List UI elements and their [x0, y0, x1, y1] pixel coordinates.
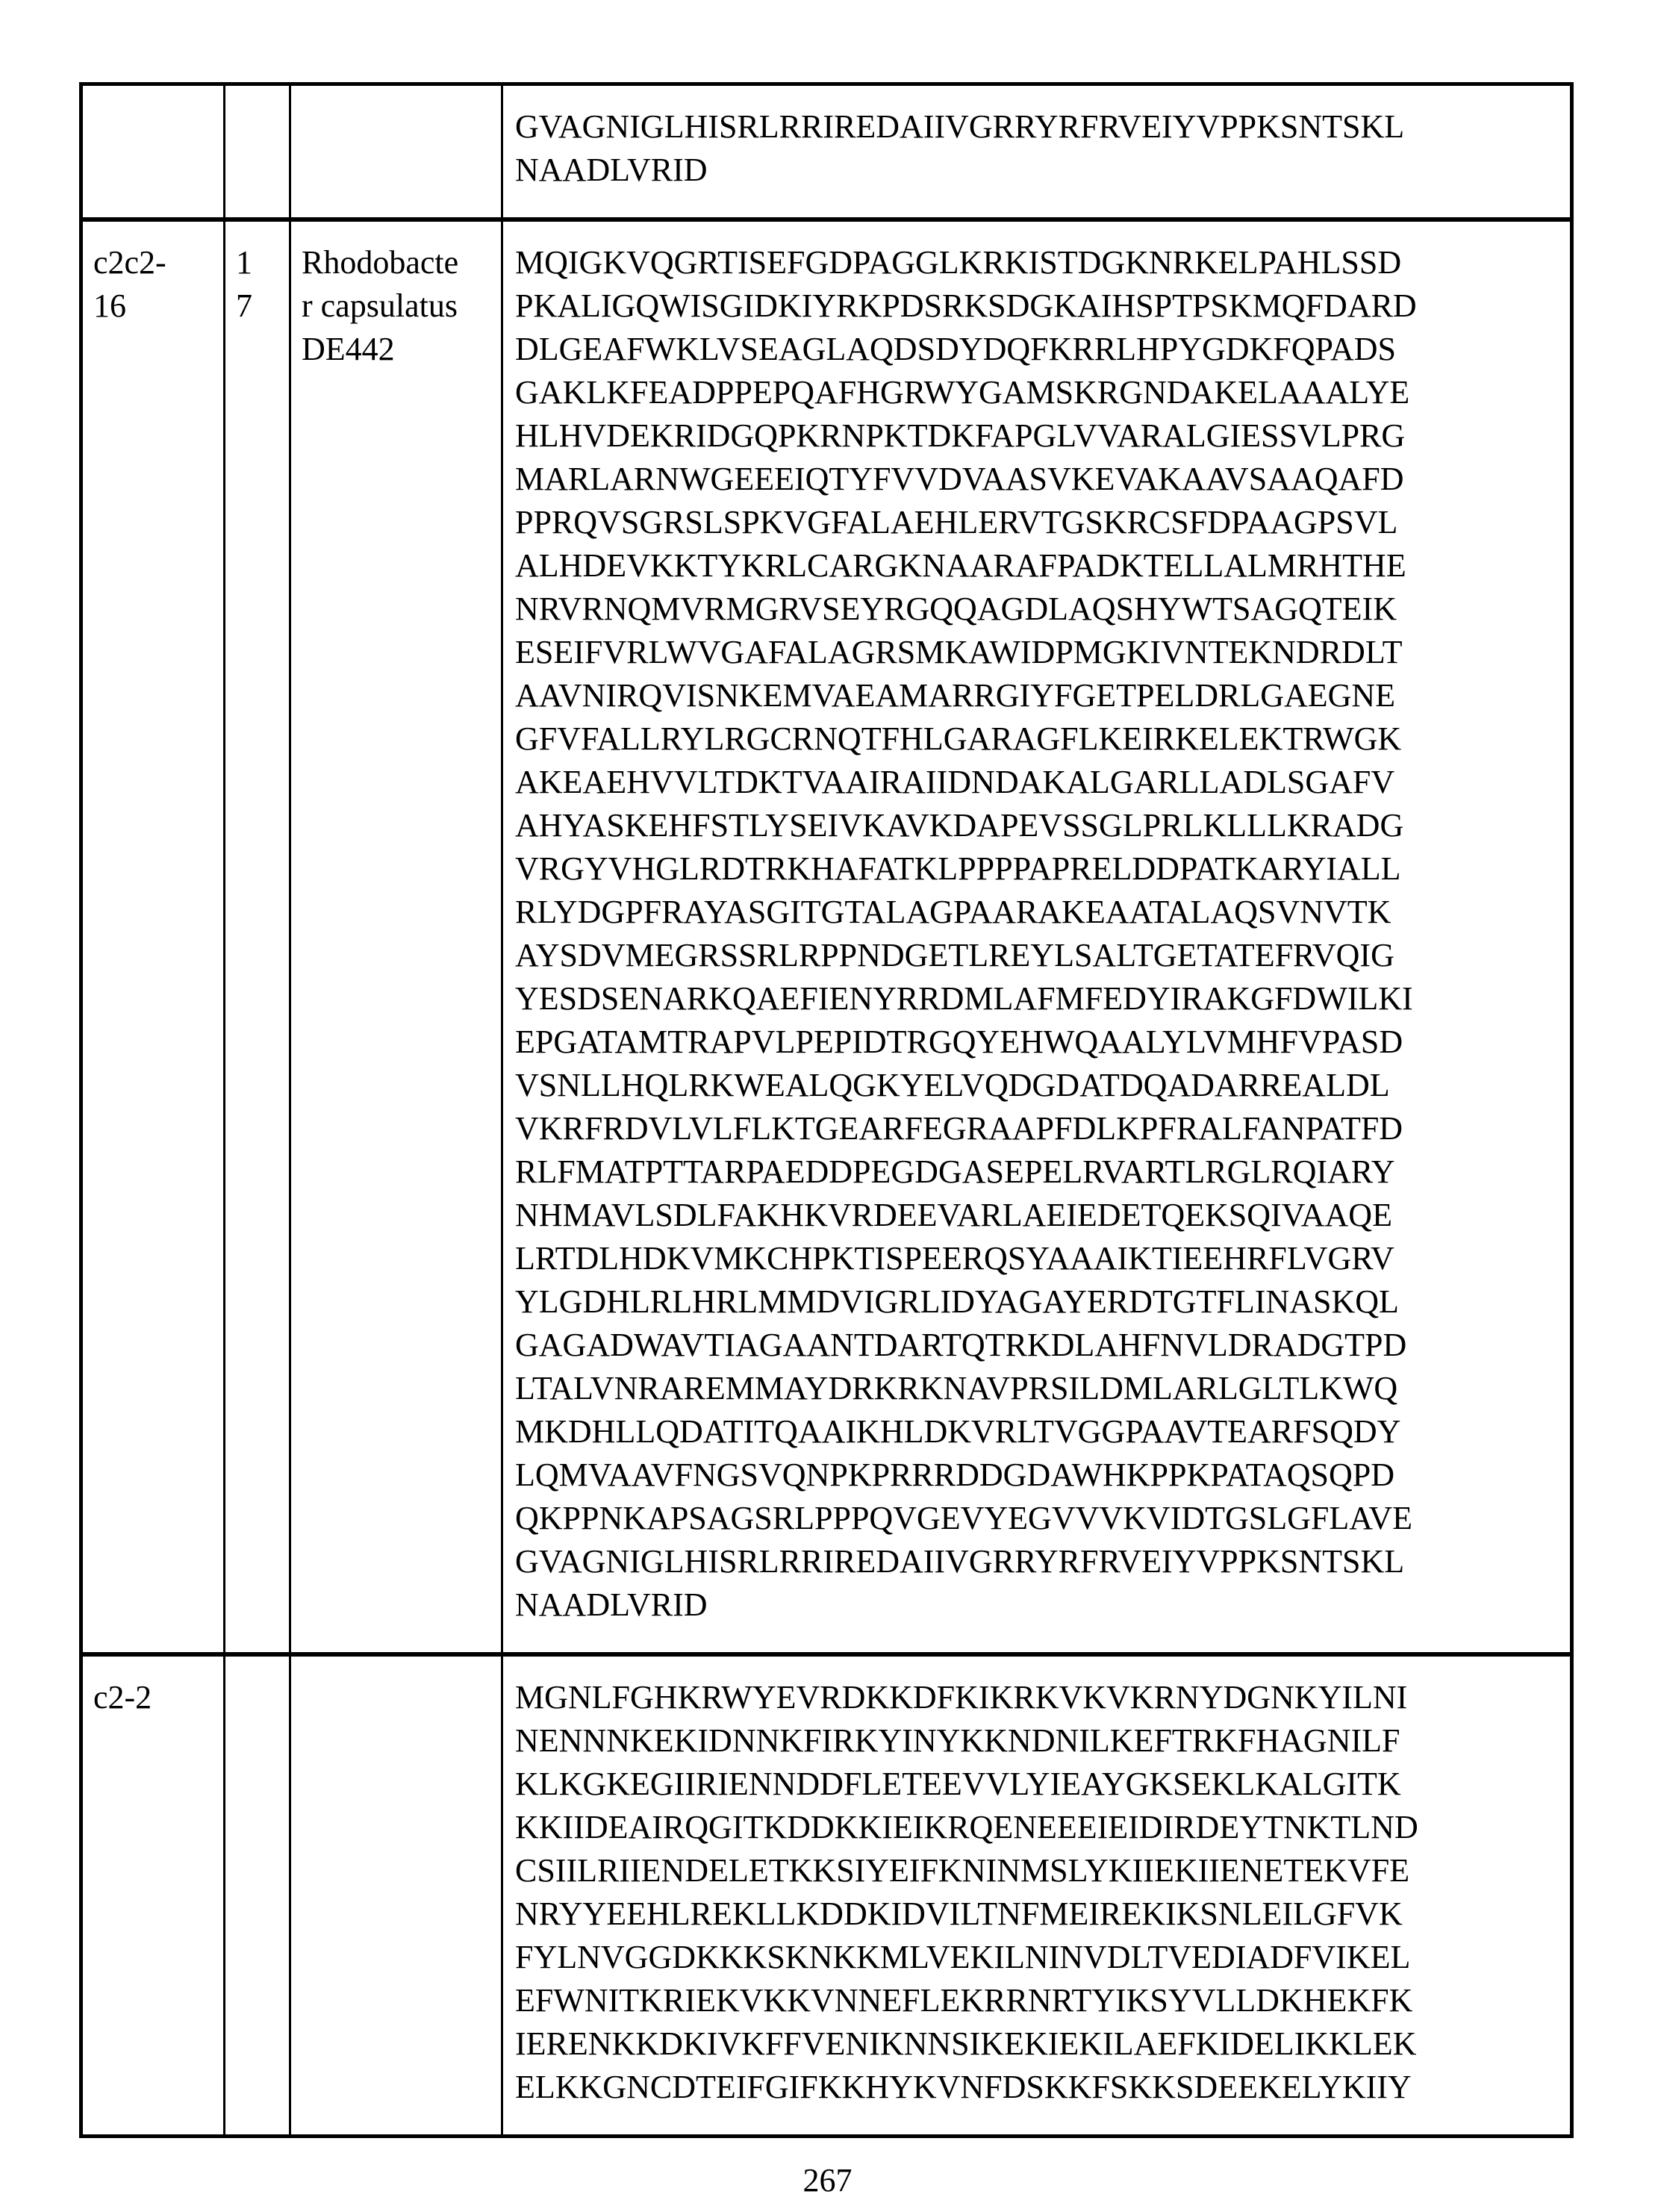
- sequence-line: RLFMATPTTARPAEDDPEGDGASEPELRVARTLRGLRQIARY: [515, 1150, 1570, 1194]
- table-row: [83, 86, 1570, 217]
- sequence-line: AYSDVMEGRSSRLRPPNDGETLREYLSALTGETATEFRVQIG: [515, 934, 1570, 977]
- sequence-line: NRVRNQMVRMGRVSEYRGQQAGDLAQSHYWTSAGQTEIK: [515, 588, 1570, 631]
- sequence-id-line: c2-2: [93, 1676, 223, 1719]
- sequence-id-cell: [83, 222, 223, 1652]
- sequence-line: VRGYVHGLRDTRKHAFATKLPPPPAPRELDDPATKARYIALL: [515, 847, 1570, 891]
- seq-number-cell: [223, 222, 289, 1652]
- sequence-cell: [501, 86, 1570, 217]
- seq-number-cell: [223, 86, 289, 217]
- sequence-line: AKEAEHVVLTDKTVAAIRAIIDNDAKALGARLLADLSGAFV: [515, 761, 1570, 804]
- sequence-line: RLYDGPFRAYASGITGTALAGPAARAKEAATALAQSVNVTK: [515, 891, 1570, 934]
- sequence-line: YLGDHLRLHRLMMDVIGRLIDYAGAYERDTGTFLINASKQL: [515, 1280, 1570, 1324]
- sequence-line: ESEIFVRLWVGAFALAGRSMKAWIDPMGKIVNTEKNDRDLT: [515, 631, 1570, 674]
- sequence-id-cell: [83, 1657, 223, 2134]
- sequence-line: NAADLVRID: [515, 149, 1570, 192]
- organism-cell: [289, 1657, 501, 2134]
- sequence-line: ELKKGNCDTEIFGIFKKHYKVNFDSKKFSKKSDEEKELYKIIY: [515, 2066, 1570, 2109]
- sequence-line: LTALVNRAREMMAYDRKRKNAVPRSILDMLARLGLTLKWQ: [515, 1367, 1570, 1410]
- sequence-line: NAADLVRID: [515, 1583, 1570, 1627]
- sequence-line: GFVFALLRYLRGCRNQTFHLGARAGFLKEIRKELEKTRWGK: [515, 717, 1570, 761]
- sequence-line: QKPPNKAPSAGSRLPPPQVGEVYEGVVVKVIDTGSLGFLAVE: [515, 1497, 1570, 1540]
- sequence-line: MGNLFGHKRWYEVRDKKDFKIKRKVKVKRNYDGNKYILNI: [515, 1676, 1570, 1719]
- sequence-line: IERENKKDKIVKFFVENIKNNSIKEKIEKILAEFKIDELIKKLEK: [515, 2022, 1570, 2066]
- organism-line: Rhodobacte: [302, 241, 501, 284]
- sequence-line: VKRFRDVLVLFLKTGEARFEGRAAPFDLKPFRALFANPATFD: [515, 1107, 1570, 1150]
- table-row: [83, 1652, 1570, 2134]
- sequence-line: EPGATAMTRAPVLPEPIDTRGQYEHWQAALYLVMHFVPASD: [515, 1021, 1570, 1064]
- sequence-line: PKALIGQWISGIDKIYRKPDSRKSDGKAIHSPTPSKMQFDARD: [515, 284, 1570, 328]
- organism-line: DE442: [302, 328, 501, 371]
- seq-number-line: 7: [236, 284, 289, 328]
- sequence-line: AHYASKEHFSTLYSEIVKAVKDAPEVSSGLPRLKLLLKRADG: [515, 804, 1570, 847]
- sequence-line: GVAGNIGLHISRLRRIREDAIIVGRRYRFRVEIYVPPKSNTSKL: [515, 105, 1570, 149]
- organism-line: r capsulatus: [302, 284, 501, 328]
- sequence-line: MKDHLLQDATITQAAIKHLDKVRLTVGGPAAVTEARFSQDY: [515, 1410, 1570, 1454]
- sequence-line: MARLARNWGEEEIQTYFVVDVAASVKEVAKAAVSAAQAFD: [515, 458, 1570, 501]
- organism-cell: [289, 86, 501, 217]
- sequence-line: LQMVAAVFNGSVQNPKPRRRDDGDAWHKPPKPATAQSQPD: [515, 1454, 1570, 1497]
- sequence-line: HLHVDEKRIDGQPKRNPKTDKFAPGLVVARALGIESSVLPRG: [515, 414, 1570, 458]
- sequence-line: MQIGKVQGRTISEFGDPAGGLKRKISTDGKNRKELPAHLSSD: [515, 241, 1570, 284]
- organism-cell: [289, 222, 501, 1652]
- sequence-line: KLKGKEGIIRIENNDDFLETEEVVLYIEAYGKSEKLKALGITK: [515, 1763, 1570, 1806]
- sequence-line: CSIILRIIENDELETKKSIYEIFKNINMSLYKIIEKIIENETEKVFE: [515, 1849, 1570, 1892]
- sequence-line: ALHDEVKKTYKRLCARGKNAARAFPADKTELLALMRHTHE: [515, 544, 1570, 588]
- sequence-line: EFWNITKRIEKVKKVNNEFLEKRRNRTYIKSYVLLDKHEKFK: [515, 1979, 1570, 2022]
- sequence-line: NHMAVLSDLFAKHKVRDEEVARLAEIEDETQEKSQIVAAQE: [515, 1194, 1570, 1237]
- seq-number-line: 1: [236, 241, 289, 284]
- sequence-line: LRTDLHDKVMKCHPKTISPEERQSYAAAIKTIEEHRFLVGRV: [515, 1237, 1570, 1280]
- sequence-line: KKIIDEAIRQGITKDDKKIEIKRQENEEEIEIDIRDEYTNKTLND: [515, 1806, 1570, 1849]
- sequence-id-line: c2c2-: [93, 241, 223, 284]
- page-number: 267: [0, 2161, 1655, 2199]
- sequence-line: YESDSENARKQAEFIENYRRDMLAFMFEDYIRAKGFDWILKI: [515, 977, 1570, 1021]
- sequence-line: FYLNVGGDKKKSKNKKMLVEKILNINVDLTVEDIADFVIKEL: [515, 1936, 1570, 1979]
- sequence-line: NENNNKEKIDNNKFIRKYINYKKNDNILKEFTRKFHAGNILF: [515, 1719, 1570, 1763]
- sequence-line: AAVNIRQVISNKEMVAEAMARRGIYFGETPELDRLGAEGNE: [515, 674, 1570, 717]
- sequence-id-cell: [83, 86, 223, 217]
- sequence-cell: [501, 222, 1570, 1652]
- sequence-line: GAGADWAVTIAGAANTDARTQTRKDLAHFNVLDRADGTPD: [515, 1324, 1570, 1367]
- sequence-line: DLGEAFWKLVSEAGLAQDSDYDQFKRRLHPYGDKFQPADS: [515, 328, 1570, 371]
- sequence-line: GVAGNIGLHISRLRRIREDAIIVGRRYRFRVEIYVPPKSNTSKL: [515, 1540, 1570, 1583]
- sequence-table: [79, 82, 1574, 2138]
- table-row: [83, 217, 1570, 1652]
- sequence-line: VSNLLHQLRKWEALQGKYELVQDGDATDQADARREALDL: [515, 1064, 1570, 1107]
- seq-number-cell: [223, 1657, 289, 2134]
- sequence-id-line: 16: [93, 284, 223, 328]
- sequence-cell: [501, 1657, 1570, 2134]
- sequence-line: PPRQVSGRSLSPKVGFALAEHLERVTGSKRCSFDPAAGPSVL: [515, 501, 1570, 544]
- sequence-line: NRYYEEHLREKLLKDDKIDVILTNFMEIREKIKSNLEILGFVK: [515, 1892, 1570, 1936]
- sequence-line: GAKLKFEADPPEPQAFHGRWYGAMSKRGNDAKELAAALYE: [515, 371, 1570, 414]
